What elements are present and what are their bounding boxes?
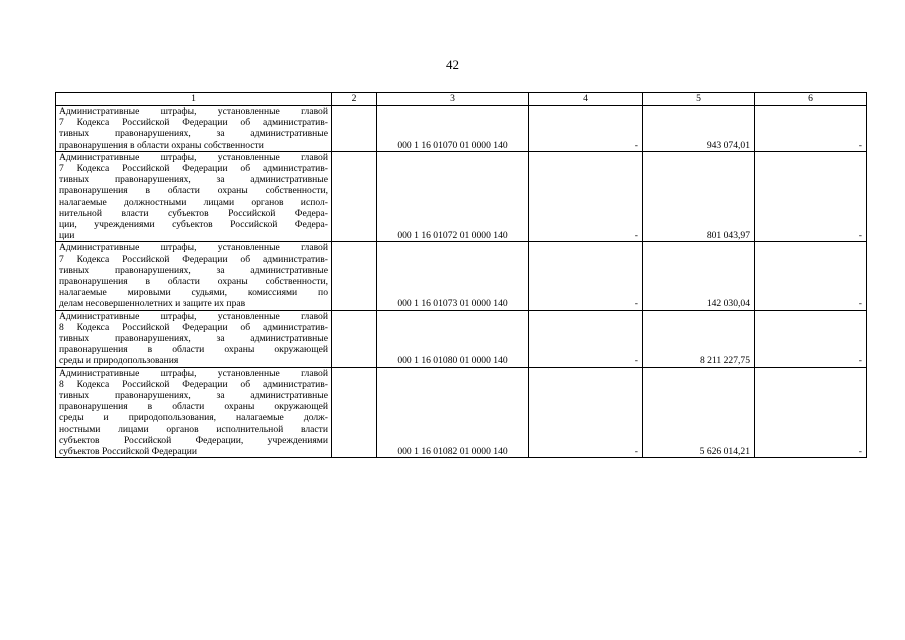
description-line: тивных правонарушениях, за административные: [59, 264, 328, 276]
table-row: [56, 367, 867, 458]
description-line: субъектов Российской Федерации, учреждениями: [59, 434, 328, 446]
budget-code: 000 1 16 01072 01 0000 140: [377, 151, 529, 242]
budget-code: 000 1 16 01070 01 0000 140: [377, 106, 529, 152]
description-line: правонарушения в области охраны окружающей: [59, 401, 328, 413]
description-line: среды и природопользования, налагаемые долж-: [59, 412, 328, 424]
amount-value: 801 043,97: [643, 151, 755, 242]
column-number-row: [56, 93, 867, 106]
description-line: налагаемые мировыми судьями, комиссиями по: [59, 287, 328, 299]
column-6-value: -: [755, 242, 867, 310]
description-line: Административные штрафы, установленные главой: [59, 242, 328, 254]
description-line: нительной власти субъектов Российской Федера-: [59, 207, 328, 219]
description-line: правонарушения в области охраны собственности,: [59, 185, 328, 197]
budget-code: 000 1 16 01082 01 0000 140: [377, 367, 529, 458]
column-4-value: -: [529, 310, 643, 367]
page-number: 42: [446, 57, 459, 72]
column-4-value: -: [529, 106, 643, 152]
description-line: тивных правонарушениях, за административные: [59, 174, 328, 186]
description-line: Административные штрафы, установленные главой: [59, 310, 328, 322]
description-line: 7 Кодекса Российской Федерации об административ-: [59, 253, 328, 265]
column-6-value: -: [755, 151, 867, 242]
description-line: ции: [59, 230, 75, 242]
table-body: [56, 93, 867, 458]
description-line: Административные штрафы, установленные главой: [59, 367, 328, 379]
column-header: 1: [56, 93, 332, 106]
row-description: [56, 310, 332, 367]
amount-value: 142 030,04: [643, 242, 755, 310]
row-description: [56, 367, 332, 458]
column-header: 5: [643, 93, 755, 106]
column-header: 6: [755, 93, 867, 106]
column-6-value: -: [755, 310, 867, 367]
description-line: правонарушения в области охраны собственности: [59, 139, 264, 151]
empty-cell: [332, 106, 377, 152]
description-line: 8 Кодекса Российской Федерации об административ-: [59, 378, 328, 390]
description-line: субъектов Российской Федерации: [59, 446, 197, 458]
description-line: делам несовершеннолетних и защите их прав: [59, 298, 246, 310]
description-line: правонарушения в области охраны собственности,: [59, 276, 328, 288]
budget-table: [55, 92, 867, 458]
column-header: 2: [332, 93, 377, 106]
description-line: тивных правонарушениях, за административные: [59, 128, 328, 140]
column-4-value: -: [529, 242, 643, 310]
description-line: правонарушения в области охраны окружающей: [59, 344, 328, 356]
description-line: 7 Кодекса Российской Федерации об административ-: [59, 117, 328, 129]
table-row: [56, 310, 867, 367]
table-row: [56, 151, 867, 242]
row-description: [56, 242, 332, 310]
empty-cell: [332, 151, 377, 242]
column-header: 4: [529, 93, 643, 106]
row-description: [56, 106, 332, 152]
description-line: тивных правонарушениях, за административные: [59, 390, 328, 402]
description-line: среды и природопользования: [59, 355, 179, 367]
amount-value: 5 626 014,21: [643, 367, 755, 458]
table-row: [56, 242, 867, 310]
description-line: ции, учреждениями субъектов Российской Федера-: [59, 219, 328, 231]
empty-cell: [332, 310, 377, 367]
budget-code: 000 1 16 01073 01 0000 140: [377, 242, 529, 310]
description-line: 7 Кодекса Российской Федерации об административ-: [59, 163, 328, 175]
column-4-value: -: [529, 151, 643, 242]
description-line: тивных правонарушениях, за административные: [59, 333, 328, 345]
column-4-value: -: [529, 367, 643, 458]
description-line: Административные штрафы, установленные главой: [59, 106, 328, 117]
description-line: налагаемые должностными лицами органов испол-: [59, 196, 328, 208]
row-description: [56, 151, 332, 242]
description-line: Административные штрафы, установленные главой: [59, 151, 328, 163]
budget-code: 000 1 16 01080 01 0000 140: [377, 310, 529, 367]
empty-cell: [332, 242, 377, 310]
amount-value: 8 211 227,75: [643, 310, 755, 367]
description-line: 8 Кодекса Российской Федерации об административ-: [59, 321, 328, 333]
table-row: [56, 106, 867, 152]
empty-cell: [332, 367, 377, 458]
column-6-value: -: [755, 367, 867, 458]
column-6-value: -: [755, 106, 867, 152]
column-header: 3: [377, 93, 529, 106]
amount-value: 943 074,01: [643, 106, 755, 152]
description-line: ностными лицами органов исполнительной власти: [59, 423, 328, 435]
